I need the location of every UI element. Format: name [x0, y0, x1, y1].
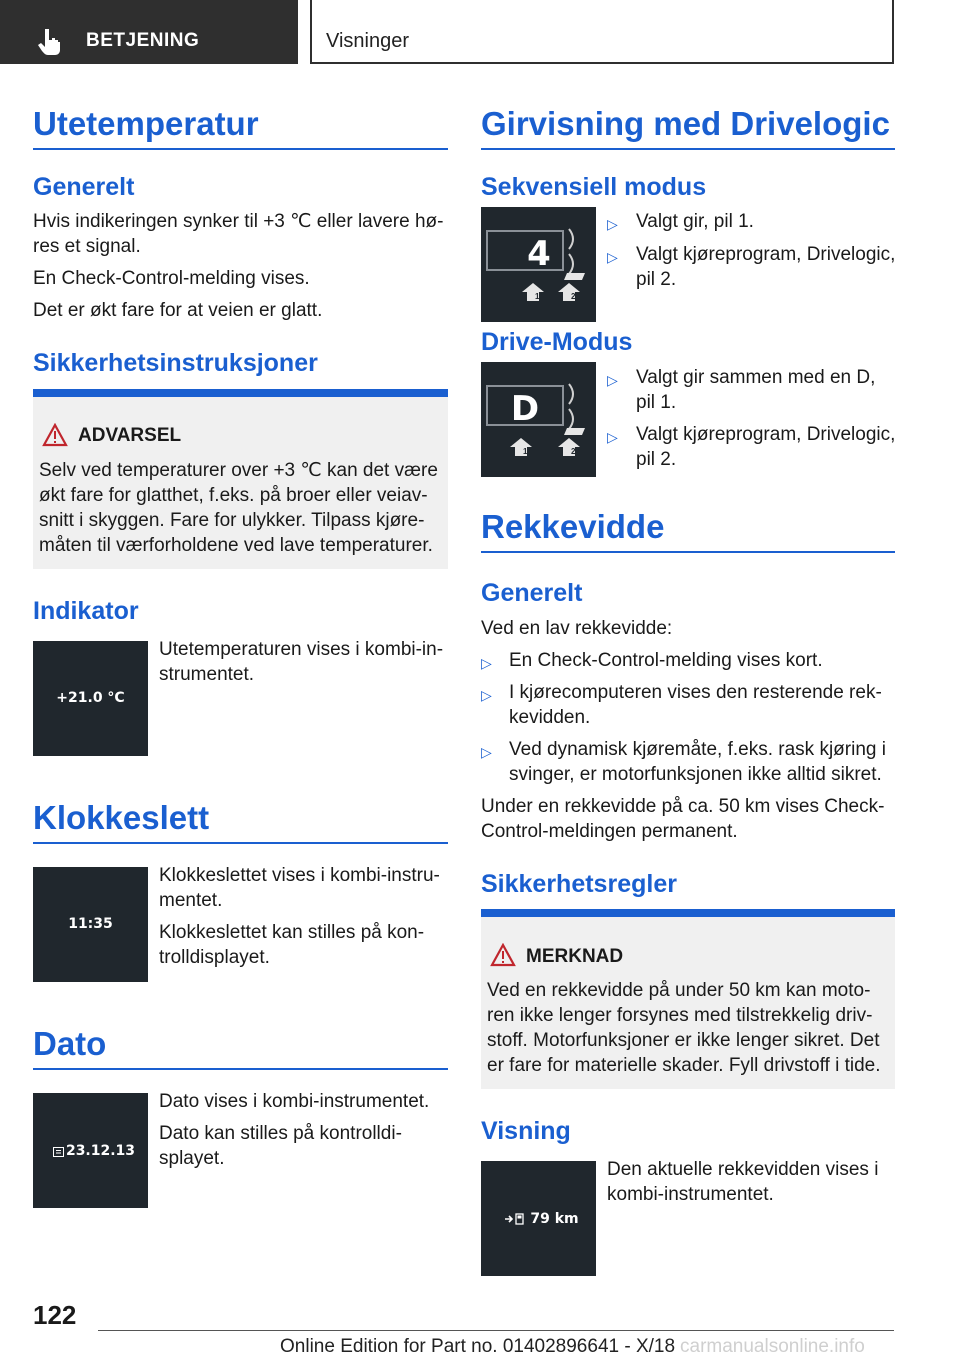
temperature-display-value: +21.0 °C: [56, 690, 125, 706]
note-line-2: ren ikke lenger forsynes med tilstrekkelig driv-: [487, 1005, 873, 1026]
heading-dato: Dato: [33, 1024, 448, 1070]
klokke-line-1: Klokkeslettet vises i kombi-instru-: [159, 865, 440, 886]
gear-display-drive-graphic: [481, 362, 596, 477]
heading-sikkerhetsregler: Sikkerhetsregler: [481, 870, 677, 898]
footer-edition: Online Edition for Part no. 01402896641 - X/18: [280, 1336, 676, 1357]
warning-triangle-icon: [42, 423, 68, 447]
heading-visning: Visning: [481, 1117, 571, 1145]
arrow-label-2: 2: [571, 447, 576, 456]
range-display-value: 79 km: [530, 1211, 579, 1227]
generelt-line-2: res et signal.: [33, 236, 141, 257]
range-display-image: [481, 1161, 596, 1276]
heading-drive-modus: Drive-Modus: [481, 328, 633, 356]
rek-para-line-1: Under en rekkevidde på ca. 50 km vises Check-: [481, 796, 885, 817]
gear-number-4: 4: [527, 234, 551, 274]
note-box: [481, 909, 895, 1089]
generelt-line-3: En Check-Control-melding vises.: [33, 268, 310, 289]
bullet-triangle-icon: ▷: [481, 744, 492, 760]
bullet-triangle-icon: ▷: [607, 216, 618, 232]
section-tab[interactable]: [0, 0, 298, 64]
note-line-4: er fare for materielle skader. Fyll drivstoff i tide.: [487, 1055, 881, 1076]
rek-para-line-2: Control-meldingen permanent.: [481, 821, 738, 842]
watermark: carmanualsonline.info: [680, 1336, 865, 1357]
bullet-triangle-icon: ▷: [607, 372, 618, 388]
generelt-line-4: Det er økt fare for at veien er glatt.: [33, 300, 323, 321]
bullet-triangle-icon: ▷: [607, 429, 618, 445]
heading-generelt-rekkevidde: Generelt: [481, 579, 583, 607]
rek-intro: Ved en lav rekkevidde:: [481, 618, 673, 639]
chapter-title-box: [310, 0, 894, 64]
footer-divider: [98, 1330, 894, 1331]
gear-display-drive-image: [481, 362, 596, 477]
gear-display-sequential-graphic: [481, 207, 596, 322]
indikator-line-1: Utetemperaturen vises i kombi-in-: [159, 639, 444, 660]
visning-line-2: kombi-instrumentet.: [607, 1184, 774, 1205]
klokke-line-4: trolldisplayet.: [159, 947, 270, 968]
heading-girvisning: Girvisning med Drivelogic: [481, 104, 895, 150]
gear-display-sequential-image: [481, 207, 596, 322]
note-heading: MERKNAD: [526, 946, 624, 967]
arrow-label-1: 1: [523, 447, 528, 456]
clock-display-image: [33, 867, 148, 982]
heading-indikator: Indikator: [33, 597, 139, 625]
warning-line-2: økt fare for glatthet, f.eks. på broer eller veiav-: [39, 485, 428, 506]
bullet-triangle-icon: ▷: [607, 249, 618, 265]
note-line-1: Ved en rekkevidde på under 50 km kan moto-: [487, 980, 871, 1001]
dato-line-1: Dato vises i kombi-instrumentet.: [159, 1091, 430, 1112]
visning-line-1: Den aktuelle rekkevidden vises i: [607, 1159, 879, 1180]
dato-line-3: splayet.: [159, 1148, 225, 1169]
date-display-value: 23.12.13: [65, 1143, 136, 1159]
page-number: 122: [33, 1300, 77, 1330]
heading-rekkevidde: Rekkevidde: [481, 507, 895, 553]
warning-line-3: snitt i skyggen. Fare for ulykker. Tilpass kjøre-: [39, 510, 425, 531]
heading-generelt: Generelt: [33, 173, 135, 201]
bullet-triangle-icon: ▷: [481, 655, 492, 671]
heading-sekvensiell: Sekvensiell modus: [481, 173, 707, 201]
page-header: [0, 0, 960, 66]
gear-letter-d: D: [510, 389, 540, 429]
warning-line-4: måten til værforholdene ved lave temperaturer.: [39, 535, 433, 556]
dato-line-2: Dato kan stilles på kontrolldi-: [159, 1123, 402, 1144]
indikator-line-2: strumentet.: [159, 664, 255, 685]
klokke-line-3: Klokkeslettet kan stilles på kon-: [159, 922, 425, 943]
arrow-label-1: 1: [535, 292, 540, 301]
warning-line-1: Selv ved temperaturer over +3 ℃ kan det være: [39, 460, 438, 481]
note-line-3: stoff. Motorfunksjoner er ikke lenger sikret. Det: [487, 1030, 880, 1051]
warning-box: [33, 389, 448, 569]
generelt-line-1: Hvis indikeringen synker til +3 ℃ eller lavere hø-: [33, 211, 444, 232]
date-display-image: [33, 1093, 148, 1208]
temperature-display-image: [33, 641, 148, 756]
warning-triangle-icon: [490, 943, 516, 967]
heading-klokkeslett: Klokkeslett: [33, 798, 448, 844]
chapter-title: Visninger: [326, 30, 410, 52]
arrow-label-2: 2: [571, 292, 576, 301]
warning-heading: ADVARSEL: [78, 425, 182, 446]
klokke-line-2: mentet.: [159, 890, 223, 911]
heading-utetemperatur: Utetemperatur: [33, 104, 448, 150]
bullet-triangle-icon: ▷: [481, 687, 492, 703]
section-label: BETJENING: [86, 30, 200, 51]
heading-sikkerhetsinstruksjoner: Sikkerhetsinstruksjoner: [33, 349, 318, 377]
clock-display-value: 11:35: [68, 916, 113, 932]
hand-pointer-icon: [36, 26, 66, 56]
